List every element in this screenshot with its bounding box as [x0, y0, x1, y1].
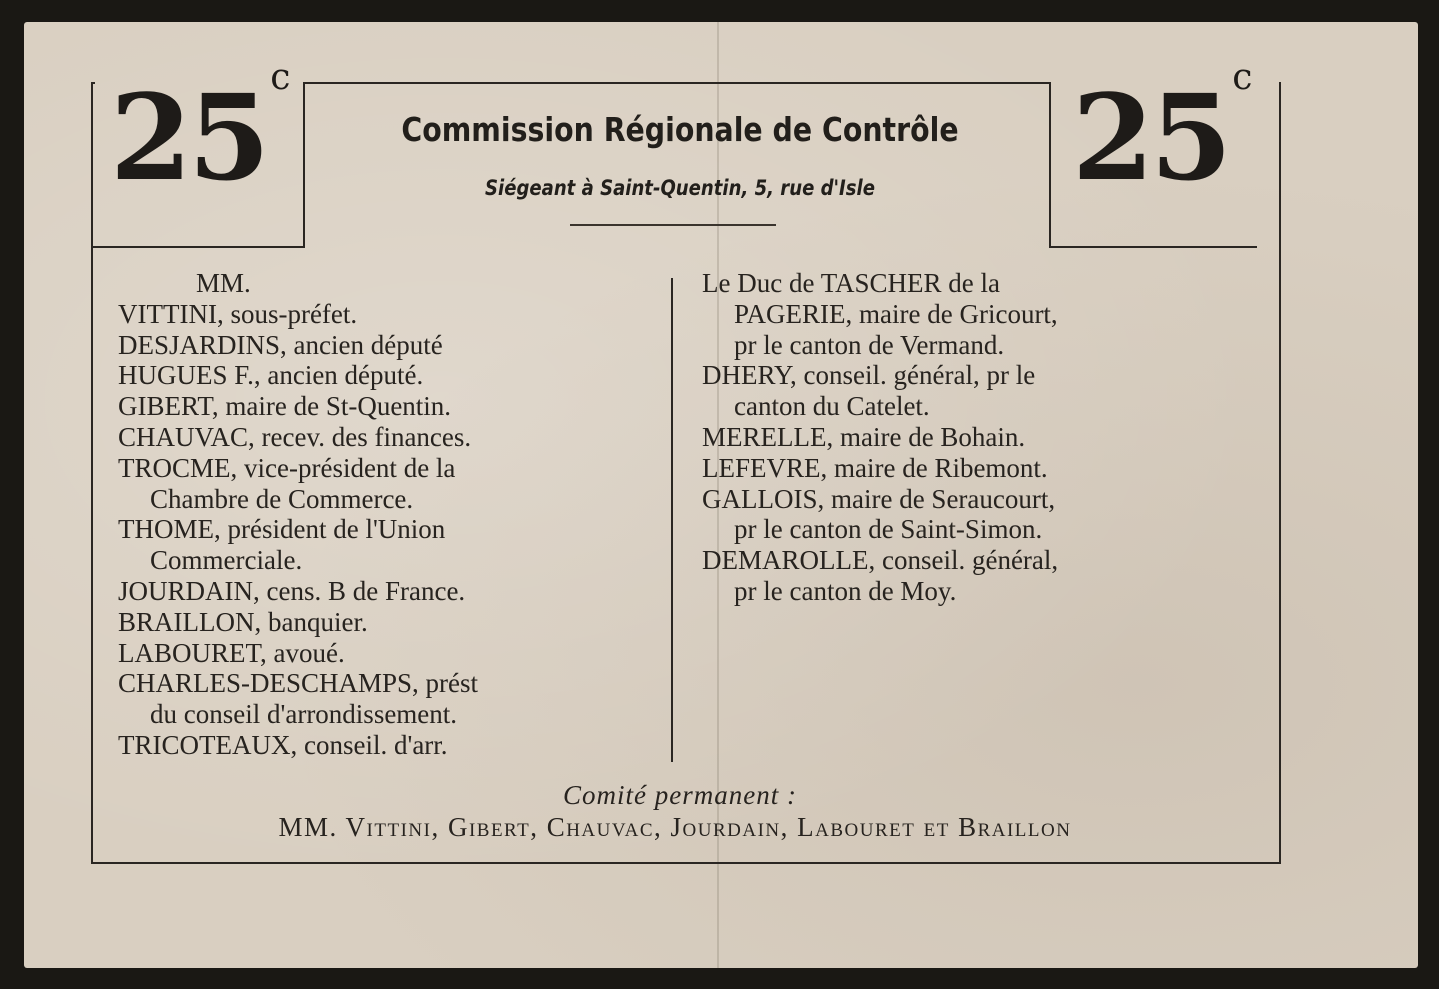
member-line: MM.	[196, 268, 251, 298]
denomination-unit: c	[1232, 56, 1249, 98]
member-line: TRICOTEAUX, conseil. d'arr.	[118, 729, 448, 760]
member-line: PAGERIE, maire de Gricourt,	[734, 298, 1058, 329]
member-line: DHERY, conseil. général, pr le	[702, 360, 1036, 391]
member-line: GALLOIS, maire de Seraucourt,	[702, 483, 1056, 514]
denomination-unit: c	[270, 56, 287, 98]
member-line: Commerciale.	[150, 545, 303, 576]
member-line: VITTINI, sous-préfet.	[118, 298, 358, 329]
denomination-value: 25	[110, 68, 267, 207]
member-line: du conseil d'arrondissement.	[150, 699, 458, 730]
member-line: DEMAROLLE, conseil. général,	[702, 545, 1059, 576]
member-line: HUGUES F., ancien député.	[118, 360, 424, 391]
member-line: pr le canton de Saint-Simon.	[734, 514, 1043, 545]
member-line: pr le canton de Moy.	[734, 575, 957, 606]
member-line: MERELLE, maire de Bohain.	[702, 421, 1026, 452]
member-line: Le Duc de TASCHER de la	[702, 268, 1001, 298]
members-left-column	[118, 268, 648, 761]
denomination-value: 25	[1072, 68, 1229, 207]
title-rule	[570, 224, 776, 226]
comite-label: Comité permanent :	[563, 780, 797, 810]
member-line: DESJARDINS, ancien député	[118, 329, 443, 360]
commission-title: Commission Régionale de Contrôle	[401, 110, 959, 149]
comite-members: MM. Vittini, Gibert, Chauvac, Jourdain, Labouret et Braillon	[278, 812, 1072, 842]
column-divider	[671, 278, 673, 762]
member-line: LEFEVRE, maire de Ribemont.	[702, 452, 1048, 483]
member-line: TROCME, vice-président de la	[118, 452, 456, 483]
frame-top	[305, 82, 1051, 84]
member-line: pr le canton de Vermand.	[734, 329, 1005, 360]
member-line: LABOURET, avoué.	[118, 637, 345, 668]
member-line: BRAILLON, banquier.	[118, 606, 368, 637]
member-line: canton du Catelet.	[734, 391, 930, 422]
denomination-left	[110, 56, 287, 207]
denomination-right	[1072, 56, 1249, 207]
member-line: CHAUVAC, recev. des finances.	[118, 421, 472, 452]
member-line: THOME, président de l'Union	[118, 514, 446, 545]
members-right-column	[702, 268, 1232, 607]
member-line: GIBERT, maire de St-Quentin.	[118, 391, 452, 422]
commission-address: Siégeant à Saint-Quentin, 5, rue d'Isle	[485, 176, 875, 200]
member-line: JOURDAIN, cens. B de France.	[118, 575, 466, 606]
member-line: Chambre de Commerce.	[150, 483, 414, 514]
member-line: CHARLES-DESCHAMPS, prést	[118, 668, 479, 699]
